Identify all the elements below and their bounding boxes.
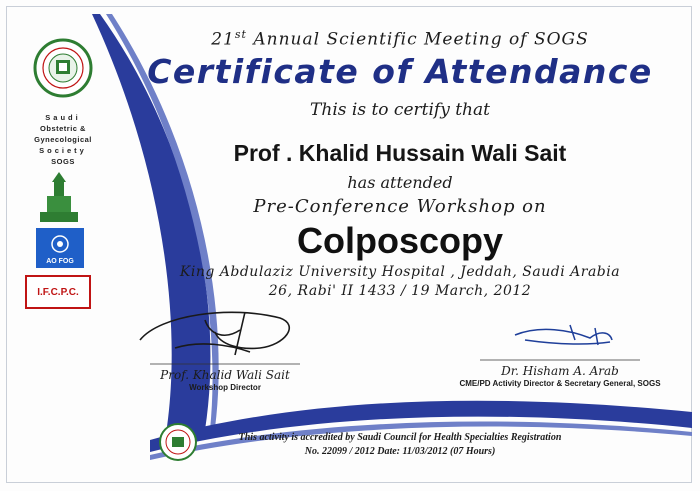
- university-tower-logo: [40, 172, 78, 222]
- society-line-5: SOGS: [51, 157, 75, 166]
- workshop-text: Pre-Conference Workshop on: [253, 196, 547, 217]
- meeting-ordinal-suffix: st: [234, 28, 247, 41]
- recipient-name: Prof . Khalid Hussain Wali Sait: [233, 140, 567, 166]
- right-signatory-role: CME/PD Activity Director & Secretary General, SOGS: [459, 379, 661, 388]
- certify-text: This is to certify that: [310, 100, 490, 120]
- event-date: 26, Rabi' II 1433 / 19 March, 2012: [268, 283, 532, 299]
- society-line-1: Saudi: [45, 113, 81, 122]
- society-line-2: Obstetric &: [40, 124, 86, 133]
- society-line-3: Gynecological: [34, 135, 92, 144]
- meeting-title: [150, 28, 650, 50]
- right-signature-scribble: [515, 325, 612, 345]
- right-signatory-name: Dr. Hisham A. Arab: [501, 364, 619, 378]
- venue-text: King Abdulaziz University Hospital , Jeddah, Saudi Arabia: [179, 264, 621, 280]
- left-signatory-role: Workshop Director: [189, 383, 261, 392]
- workshop-topic: Colposcopy: [296, 220, 503, 261]
- ifcpc-label: I.F.C.P.C.: [37, 287, 79, 298]
- meeting-ordinal: 21: [211, 29, 235, 50]
- accreditation-line-1: This activity is accredited by Saudi Council for Health Specialties Registration: [238, 432, 562, 443]
- attended-text: has attended: [347, 173, 453, 192]
- sogs-seal-logo: [35, 40, 91, 96]
- society-line-4: Society: [39, 146, 87, 155]
- certificate-title: Certificate of Attendance: [147, 52, 653, 91]
- accreditation-line-2: No. 22099 / 2012 Date: 11/03/2012 (07 Hours): [304, 446, 496, 457]
- society-name-block: [28, 112, 98, 167]
- left-signatory-name: Prof. Khalid Wali Sait: [160, 368, 290, 382]
- meeting-name: Annual Scientific Meeting of SOGS: [253, 29, 589, 50]
- council-seal-logo: [160, 424, 196, 460]
- aofog-label: AO FOG: [46, 258, 74, 265]
